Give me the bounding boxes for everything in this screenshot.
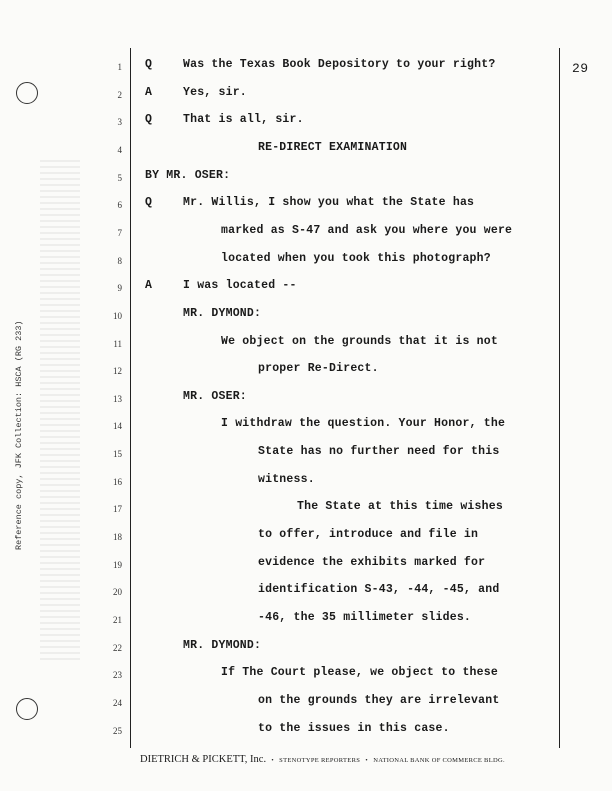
right-margin-rule: [559, 48, 560, 748]
transcript-text: If The Court please, we object to these: [221, 666, 498, 680]
transcript-text: State has no further need for this: [258, 445, 500, 459]
transcript-text: A: [145, 85, 153, 99]
binder-hole-bottom-icon: [16, 698, 38, 720]
footer-role: STENOTYPE REPORTERS: [279, 757, 361, 764]
line-number: 9: [117, 283, 122, 294]
transcript-text: evidence the exhibits marked for: [258, 555, 486, 569]
line-number: 8: [117, 255, 122, 266]
line-number: 14: [113, 421, 122, 432]
line-number: 21: [113, 615, 122, 625]
line-number: 12: [113, 366, 122, 377]
transcript-text: located when you took this photograph?: [221, 251, 491, 265]
left-margin-rule: [130, 48, 131, 748]
scan-speckle: [40, 160, 80, 660]
line-number: 18: [113, 532, 122, 543]
transcript-text: witness.: [258, 472, 315, 486]
transcript-text: to the issues in this case.: [258, 721, 450, 735]
transcript-text: identification S-43, -44, -45, and: [258, 583, 500, 597]
transcript-text: -46, the 35 millimeter slides.: [258, 611, 472, 624]
transcript-text: MR. DYMOND:: [183, 638, 262, 652]
line-number: 25: [113, 725, 122, 736]
line-number: 3: [117, 117, 122, 128]
transcript-text: marked as S-47 and ask you where you were: [221, 223, 513, 237]
line-number: 17: [113, 504, 122, 515]
transcript-text: RE-DIRECT EXAMINATION: [258, 140, 408, 154]
transcript-text: Q: [145, 58, 153, 71]
line-number: 19: [113, 559, 122, 570]
line-number: 20: [113, 587, 122, 598]
line-number: 24: [113, 697, 122, 708]
archive-stamp: Reference copy, JFK Collection: HSCA (RG 233): [14, 320, 24, 550]
binder-hole-top-icon: [16, 82, 38, 104]
line-number: 5: [117, 172, 122, 183]
footer-firm: DIETRICH & PICKETT, Inc.: [140, 754, 267, 765]
line-number: 1: [117, 62, 122, 72]
transcript-text: to offer, introduce and file in: [258, 528, 479, 542]
line-number: 16: [113, 476, 122, 487]
line-number: 2: [117, 89, 122, 100]
line-number: 6: [117, 200, 122, 211]
line-number: 23: [113, 670, 122, 681]
footer-address: NATIONAL BANK OF COMMERCE BLDG.: [373, 757, 505, 764]
transcript-text: I was located --: [183, 279, 297, 293]
transcript-text: Mr. Willis, I show you what the State has: [183, 196, 475, 210]
transcript-text: We object on the grounds that it is not: [221, 334, 498, 348]
footer-separator: •: [365, 757, 368, 764]
transcript-text: A: [145, 279, 153, 293]
transcript-text: on the grounds they are irrelevant: [258, 693, 500, 707]
transcript-text: Q: [145, 113, 153, 127]
footer-separator: •: [271, 757, 274, 764]
transcript-text: Q: [145, 196, 153, 210]
transcript-text: Yes, sir.: [183, 85, 247, 99]
transcript-text: MR. DYMOND:: [183, 306, 262, 320]
transcript-text: That is all, sir.: [183, 113, 304, 127]
transcript-text: The State at this time wishes: [297, 500, 503, 514]
line-number: 13: [113, 393, 122, 404]
line-number: 4: [117, 144, 122, 155]
line-number: 15: [113, 449, 122, 460]
line-number: 7: [117, 227, 122, 238]
line-number: 11: [113, 338, 122, 349]
transcript-text: I withdraw the question. Your Honor, the: [221, 417, 506, 431]
transcript-text: proper Re-Direct.: [258, 362, 379, 376]
line-number: 10: [113, 310, 122, 321]
transcript-text: BY MR. OSER:: [145, 168, 231, 182]
footer: [140, 754, 580, 765]
transcript-text: MR. OSER:: [183, 389, 247, 403]
page-number: 29: [572, 61, 589, 76]
line-number: 22: [113, 642, 122, 653]
transcript-text: Was the Texas Book Depository to your right?: [183, 58, 496, 71]
